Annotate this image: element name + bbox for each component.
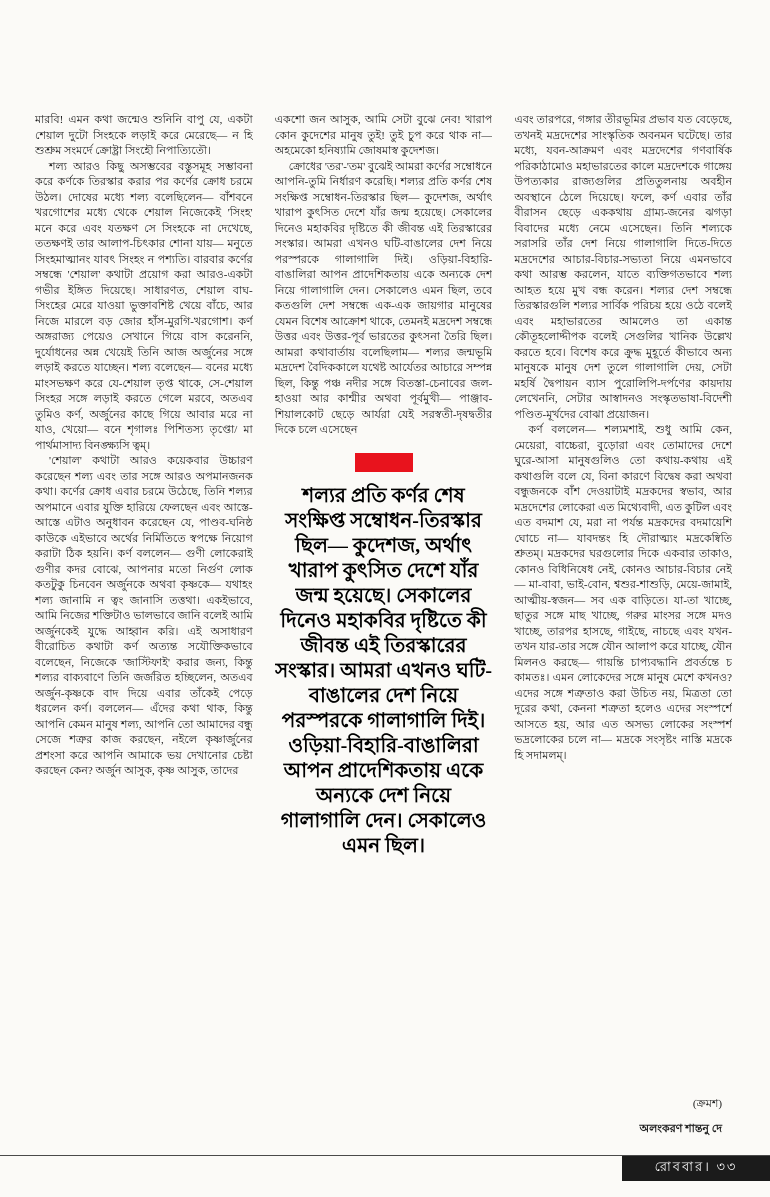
body-paragraph: কর্ণ বললেন— শল্যমশাই, শুধু আমি কেন, মেয়েরা, বাচ্চেরা, বুড়োরা এবং তোমাদের দেশে ঘুরে-আসা মানুষগুলিও তো কথায়-কথায় এই কথাগুলি বলে যে, বিনা কারণে বিদ্বেষ করা অথবা বন্ধুজনকে বাঁশ দেওয়াটাই মদ্রকদের স্বভাব, আর মদ্রদেশের লোকেরা এত মিথ্যেবাদী, এত কুটিল এবং এত বদমাশ যে, মরা না পর্যন্ত মদ্রকদের বদমায়েশি ঘোচে না— যাবদন্তং হি দৌরাত্ম্যং মদ্রকেষ্বিতি শ্রুতম্। মদ্রকদের ঘরগুলোর দিকে একবার তাকাও, কোনও বিধিনিষেধ নেই, কোনও আচার-বিচার নেই— মা-বাবা, ভাই-বোন, শ্বশুর-শাশুড়ি, মেয়ে-জামাই, আত্মীয়-স্বজন— সব এক বাড়িতে। যা-তা খাচ্ছে, ছাতুর সঙ্গে মাছ খাচ্ছে, গরুর মাংসর সঙ্গে মদও খাচ্ছে, তারপর হাসছে, গাইছে, নাচছে এবং যখন-তখন যার-তার সঙ্গে যৌন আলাপ করে যাচ্ছে, যৌন মিলনও করছে— গায়ন্তি চাপ্যবদ্ধানি প্রবর্তন্তে চ কামতঃ। এমন লোকেদের সঙ্গে মানুষ মেশে কখনও? এদের সঙ্গে শত্রুতাও করা উচিত নয়, মিত্রতা তো দূরের কথা, কেননা শত্রুতা হলেও এদের সংস্পর্শে আসতে হয়, আর এত অসভ্য লোকের সংস্পর্শ ভদ্রলোকের চলে না— মদ্রকে সংসৃষ্টং নাস্তি মদ্রকে হি সদামলম্। bbox=[514, 424, 732, 762]
body-paragraph: মারবি! এমন কথা জন্মেও শুনিনি বাপু যে, একটা শেয়াল দুটো সিংহকে লড়াই করে মেরেছে— ন হি শুশ্রুম সংমর্দে ক্রোষ্ট্রা সিংহৌ নিপাত্যিতৌ। bbox=[35, 114, 253, 157]
pull-quote bbox=[275, 453, 493, 859]
continued-marker: (ক্রমশ) bbox=[692, 1098, 722, 1110]
column-3 bbox=[514, 113, 732, 1143]
article-body bbox=[35, 113, 732, 1143]
body-paragraph: ক্রোধের 'তর'-'তম' বুঝেই আমরা কর্ণের সম্বোধনে আপনি-তুমি নির্ধারণ করেছি। শল্যর প্রতি কর্ণর শেষ সংক্ষিপ্ত সম্বোধন-তিরস্কার ছিল— কুদেশজ, অর্থাৎ খারাপ কুৎসিত দেশে যাঁর জন্ম হয়েছে। সেকালের দিনেও মহাকবির দৃষ্টিতে কী জীবন্ত এই তিরস্কারের সংস্কার। আমরা এখনও ঘটি-বাঙালের দেশ নিয়ে পরস্পরকে গালাগালি দিই। ওড়িয়া-বিহারি-বাঙালিরা আপন প্রাদেশিকতায় একে অন্যকে দেশ নিয়ে গালাগালি দেন। সেকালেও এমন ছিল, তবে কতগুলি দেশ সম্বন্ধে এক-এক জায়গার মানুষের যেমন বিশেষ আক্রোশ থাকে, তেমনই মদ্রদেশ সম্বন্ধে উত্তর এবং উত্তর-পূর্ব ভারতের কুৎসনা তৈরি ছিল। আমরা কথাবার্তায় বলেছিলাম— শল্যর জন্মভূমি মদ্রদেশ বৈদিককালে যথেষ্ট আর্যেতর আচারে সম্পন্ন ছিল, কিন্তু পঞ্চ নদীর সঙ্গে বিতস্তা-চেনাবের জল-হাওয়া আর কাশ্মীর অথবা পূর্বমুখী— পাঞ্জাব-শিয়ালকোট ছেড়ে আর্যরা যেই সরস্বতী-দৃষদ্বতীর দিকে চলে এসেছেন bbox=[274, 160, 493, 436]
pull-quote-red-marker bbox=[355, 453, 413, 472]
body-paragraph: এবং তারপরে, গঙ্গার তীরভূমির প্রভাব যত বেড়েছে, তখনই মদ্রদেশের সাংস্কৃতিক অবনমন ঘটেছে। তার মধ্যে, যবন-আক্রমণ এবং মদ্রদেশের গণবার্ষিক পরিকাঠামোও মহাভারতের কালে মদ্রদেশকে গাঙ্গেয় উপত্যকার রাজ্যগুলির প্রতিতুলনায় অবহীন অবস্থানে ঠেলে দিয়েছে। ফলে, কর্ণ এবার তাঁর বীরাসন ছেড়ে এককথায় গ্রাম্য-জনের ঝগড়া বিবাদের মধ্যে নেমে এসেছেন। তিনি শল্যকে সরাসরি তাঁর দেশ নিয়ে গালাগালি দিতে-দিতে মদ্রদেশের আচার-বিচার-সভ্যতা নিয়ে এমনভাবে কথা আরম্ভ করলেন, যাতে ব্যক্তিগতভাবে শল্য আহত হয়ে মুখ বন্ধ করেন। শল্যর দেশ সম্বন্ধে তিরস্কারগুলি শল্যর সার্বিক পরিচয় হয়ে ওঠে বলেই এবং মহাভারতের আমলেও তা একান্ত কৌতূহলোদ্দীপক বলেই সেগুলির খানিক উল্লেখ করতে হবে। বিশেষ করে ক্রুদ্ধ মুহূর্তে কীভাবে অন্য মানুষকে মানুষ দেশ তুলে গালাগালি দেয়, সেটা মহর্ষি দ্বৈপায়ন ব্যাস পুরোলিপি-দর্পণের কায়দায় লেখেননি, সেটার আস্বাদনও সংস্কৃতভাষা-বিদেশী পণ্ডিত-মূর্খদের বোঝা প্রয়োজন। bbox=[514, 114, 732, 421]
body-paragraph: 'শেয়াল' কথাটা আরও কয়েকবার উচ্চারণ করেছেন শল্য এবং তার সঙ্গে আরও অপমানজনক কথা। কর্ণের ক্রোধ এবার চরমে উঠেছে, তিনি শল্যর অপমানে এবার যুক্তি হারিয়ে ফেলছেন এবং আস্তে-আস্তে এটাও অনুধাবন করেছেন যে, পাণ্ডব-ঘনিষ্ঠ কাউকে এইভাবে অর্থের নির্মিতিতে স্বপক্ষে নিয়োগ করাটা ঠিক হয়নি। কর্ণ বললেন— গুণী লোকেরাই গুণীর কদর বোঝে, আপনার মতো নির্গুণ লোক কতটুকু চিনবেন অর্জুনকে অথবা কৃষ্ণকে— যথাহং শল্য জানামি ন ত্বং জানাসি তত্তথা। একইভাবে, আমি নিজের শক্তিটাও ভালভাবে জানি বলেই আমি অর্জুনকেই যুদ্ধে আহ্বান করি। এই অসাধারণ বীরোচিত কথাটা কর্ণ অত্যন্ত সযৌক্তিকভাবে বলেছেন, নিজেকে 'জাস্টিফাই' করার জন্য, কিন্তু শল্যর বাক্যবাণে তিনি জর্জরিত হচ্ছিলেন, অতএব অর্জুন-কৃষ্ণকে বাদ দিয়ে এবার তাঁকেই পেড়ে ধরলেন কর্ণ। বললেন— এঁদের কথা থাক, কিন্তু আপনি কেমন মানুষ শল্য, আপনি তো আমাদের বন্ধু সেজে শত্রুর কাজ করছেন, নইলে কৃষ্ণার্জুনের প্রশংসা করে আপনি আমাকে ভয় দেখানোর চেষ্টা করছেন কেন? অর্জুন আসুক, কৃষ্ণ আসুক, তাদের bbox=[35, 455, 253, 777]
body-paragraph: একশো জন আসুক, আমি সেটা বুঝে নেব! খারাপ কোন কুদেশের মানুষ তুই! তুই চুপ করে থাক না— অহমেকো হনিষ্যামি জোষমাস্ব কুদেশজ। bbox=[274, 114, 493, 157]
illustration-credit: অলংকরণ শান্তনু দে bbox=[639, 1123, 722, 1135]
body-paragraph: শল্য আরও কিছু অসম্ভবের বস্তুসমূহ সম্ভাবনা করে কর্ণকে তিরস্কার করার পর কর্ণের ক্রোধ চরমে উঠল। দোষের মধ্যে শল্য বলেছিলেন— বাঁশবনে খরগোশের মধ্যে থেকে শেয়াল নিজেকেই 'সিংহ' মনে করে এবং যতক্ষণ সে সিংহকে না দেখেছে, ততক্ষণই তার আলাপ-চিৎকার শোনা যায়— মনুতে সিংহমাত্মানং যাবৎ সিংহং ন পশ্যতি। বারবার কর্ণের সম্বন্ধে 'শেয়াল' কথাটা প্রয়োগ করা আরও-একটা গভীর ইঙ্গিত দিয়েছে। সাধারণত, শেয়াল বাঘ-সিংহের মেরে যাওয়া ভুক্তাবশিষ্ট খেয়ে বাঁচে, আর নিজে মারলে বড় জোর হাঁস-মুরগি-খরগোশ। কর্ণ অঙ্গরাজ্য পেয়েও সেখানে গিয়ে বাস করেননি, দুর্যোধনের অন্ন খেয়েই তিনি আজ অর্জুনের সঙ্গে লড়াই করতে যাচ্ছেন। শল্য বলেছেন— বনের মধ্যে মাংসভক্ষণ করে যে-শেয়াল তৃপ্ত থাকে, সে-শেয়াল সিংহর সঙ্গে লড়াই করতে গেলে মরবে, অতএব তুমিও কর্ণ, অর্জুনের কাছে গিয়ে আবার মরে না যাও, খেয়ো— বনে শৃগালঃ পিশিতস্য তৃপ্তো/ মা পার্থমাসাদ্য বিনঙ্ক্ষ্যসি ত্বম্। bbox=[35, 160, 253, 452]
colophon bbox=[502, 1097, 722, 1137]
page-footer bbox=[0, 1155, 770, 1181]
folio-bar bbox=[622, 1156, 770, 1181]
magazine-name-and-page-number: রোববার। ৩৩ bbox=[654, 1159, 738, 1174]
column-2 bbox=[275, 113, 493, 1143]
column-1 bbox=[35, 113, 253, 1143]
pull-quote-text: শল্যর প্রতি কর্ণর শেষ সংক্ষিপ্ত সম্বোধন-তিরস্কার ছিল— কুদেশজ, অর্থাৎ খারাপ কুৎসিত দেশে যাঁর জন্ম হয়েছে। সেকালের দিনেও মহাকবির দৃষ্টিতে কী জীবন্ত এই তিরস্কারের সংস্কার। আমরা এখনও ঘটি-বাঙালের দেশ নিয়ে পরস্পরকে গালাগালি দিই। ওড়িয়া-বিহারি-বাঙালিরা আপন প্রাদেশিকতায় একে অন্যকে দেশ নিয়ে গালাগালি দেন। সেকালেও এমন ছিল। bbox=[274, 484, 493, 857]
